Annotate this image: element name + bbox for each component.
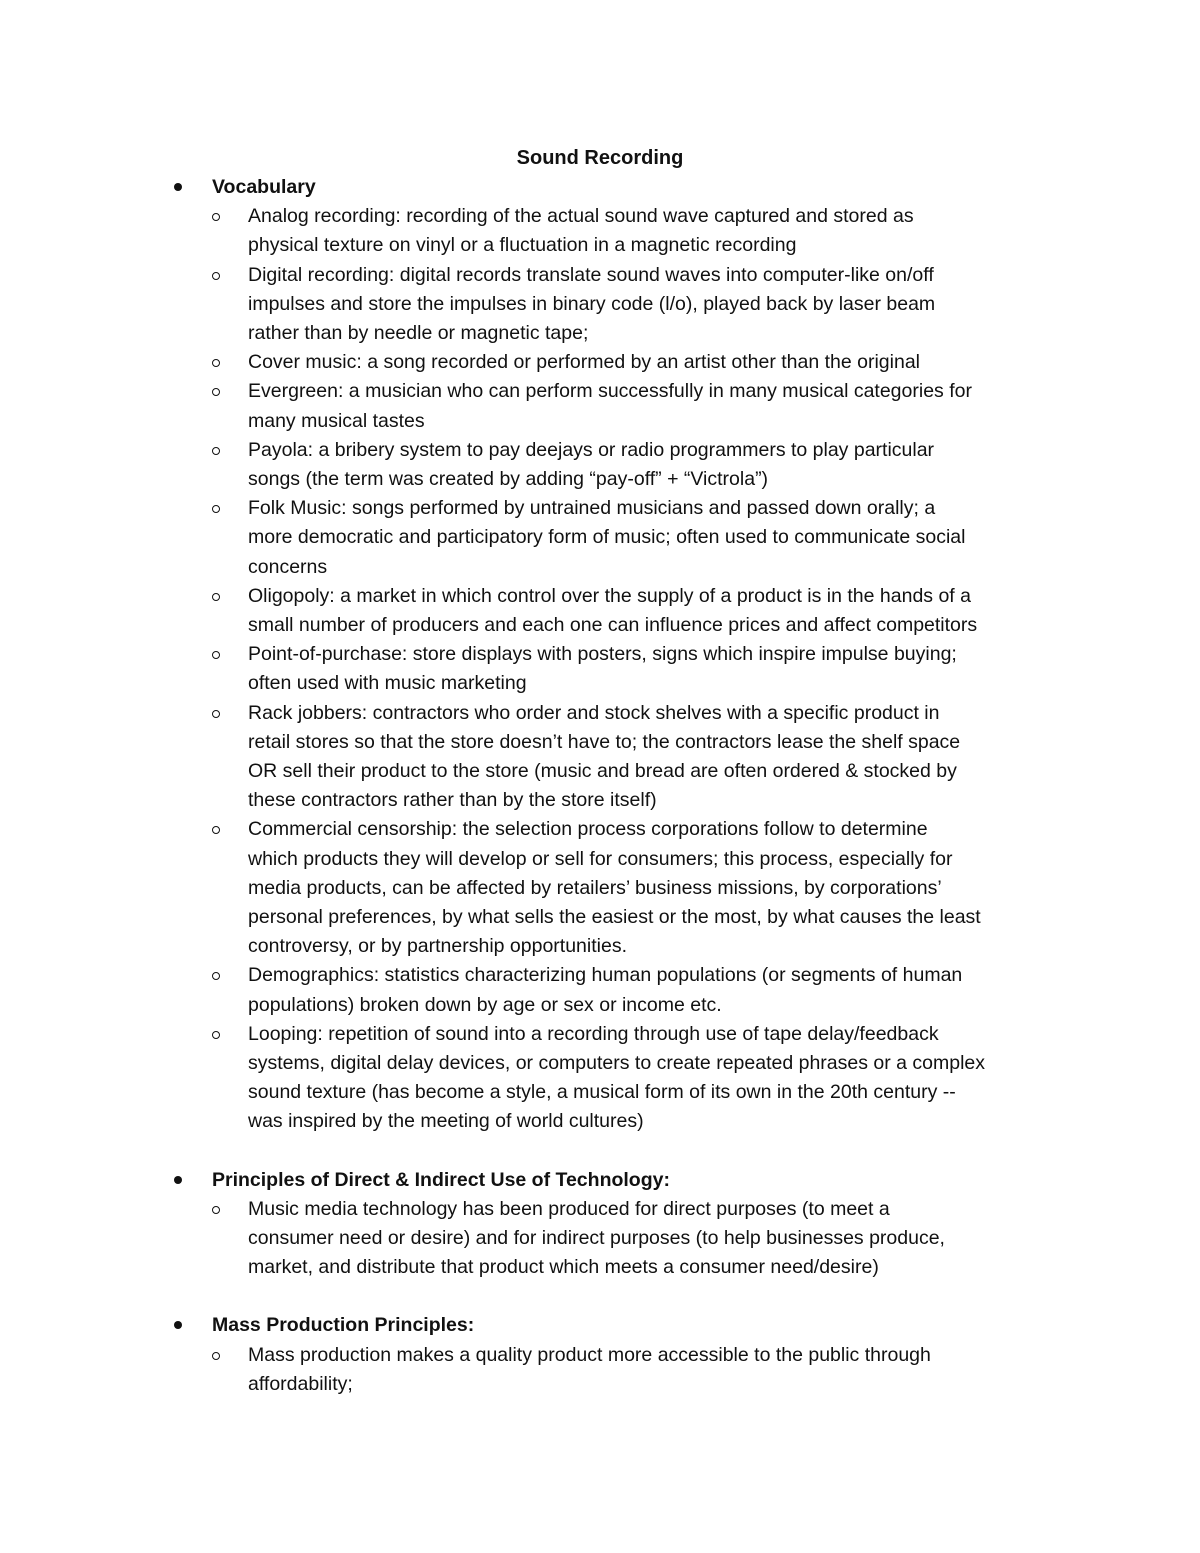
bullet-icon — [174, 183, 182, 191]
list-item-text: Looping: repetition of sound into a recording through use of tape delay/feedback systems, digital delay devices, or computers to create repeated phrases or a complex sound texture (has become a style, a musical form of its own in the 20th century -- was inspired by the meeting of world cultures) — [248, 1022, 986, 1133]
section-vocabulary — [170, 173, 1070, 1137]
section-heading-text: Principles of Direct & Indirect Use of Technology: — [212, 1168, 670, 1191]
list-item-text: Payola: a bribery system to pay deejays or radio programmers to play particular songs (the term was created by adding “pay-off” + “Victrola”) — [248, 438, 935, 491]
list-item-text: Mass production makes a quality product more accessible to the public through affordability; — [248, 1343, 931, 1395]
page-title: Sound Recording — [516, 147, 684, 169]
document-body — [170, 173, 1070, 1399]
section-heading-text: Vocabulary — [212, 176, 316, 198]
sub-bullet-icon — [212, 1206, 220, 1214]
list-item — [170, 1195, 1070, 1283]
list-item — [170, 348, 1070, 377]
sub-bullet-icon — [212, 388, 220, 396]
sub-bullet-icon — [212, 505, 220, 513]
list-item-text: Digital recording: digital records translate sound waves into computer-like on/off impulses and store the impulses in binary code (l/o), played back by laser beam rather than by needle or magnetic tape; — [248, 263, 936, 344]
list-item-text: Demographics: statistics characterizing human populations (or segments of human populations) broken down by age or sex or income etc. — [248, 964, 963, 1016]
list-item — [170, 1341, 1070, 1399]
sub-bullet-icon — [212, 447, 220, 455]
list-item-text: Music media technology has been produced for direct purposes (to meet a consumer need or desire) and for indirect purposes (to help businesses produce, market, and distribute that product which meets a consumer need/desire) — [248, 1197, 945, 1279]
section-heading-text: Mass Production Principles: — [212, 1314, 475, 1337]
technology-principles-list — [170, 1195, 1070, 1283]
mass-production-list — [170, 1341, 1070, 1399]
list-item-text: Oligopoly: a market in which control over the supply of a product is in the hands of a small number of producers and each one can influence prices and affect competitors — [248, 584, 978, 637]
sub-bullet-icon — [212, 593, 220, 601]
list-item — [170, 261, 1070, 349]
sub-bullet-icon — [212, 651, 220, 659]
sub-bullet-icon — [212, 826, 220, 834]
sub-bullet-icon — [212, 1352, 220, 1360]
section-heading — [170, 1311, 1070, 1340]
list-item-text: Folk Music: songs performed by untrained musicians and passed down orally; a more democratic and participatory form of music; often used to communicate social concerns — [248, 497, 966, 578]
sub-bullet-icon — [212, 710, 220, 718]
sub-bullet-icon — [212, 213, 220, 221]
list-item — [170, 494, 1070, 582]
list-item — [170, 815, 1070, 961]
list-item-text: Commercial censorship: the selection process corporations follow to determine which products they will develop or sell for consumers; this process, especially for media products, can be affected by retailers’ business missions, by corporations’ personal preferences, by what sells the easiest or the most, by what causes the least controversy, or by partnership opportunities. — [248, 818, 981, 958]
list-item — [170, 1020, 1070, 1137]
vocabulary-list — [170, 202, 1070, 1137]
list-item-text: Evergreen: a musician who can perform successfully in many musical categories for many musical tastes — [248, 380, 972, 432]
list-item — [170, 436, 1070, 494]
list-item — [170, 202, 1070, 260]
list-item-text: Rack jobbers: contractors who order and stock shelves with a specific product in retail stores so that the store doesn’t have to; the contractors lease the shelf space OR sell their product to the store (music and bread are often ordered & stocked by these contractors rather than by the store itself) — [248, 701, 961, 812]
sub-bullet-icon — [212, 1031, 220, 1039]
bullet-icon — [174, 1176, 182, 1184]
section-heading — [170, 1166, 1070, 1195]
list-item-text: Cover music: a song recorded or performed by an artist other than the original — [248, 351, 921, 374]
bullet-icon — [174, 1321, 182, 1329]
list-item — [170, 640, 1070, 698]
sub-bullet-icon — [212, 972, 220, 980]
list-item — [170, 699, 1070, 816]
sub-bullet-icon — [212, 359, 220, 367]
sub-bullet-icon — [212, 272, 220, 280]
section-technology-principles — [170, 1166, 1070, 1283]
list-item — [170, 377, 1070, 435]
list-item-text: Analog recording: recording of the actual sound wave captured and stored as physical texture on vinyl or a fluctuation in a magnetic recording — [248, 205, 914, 257]
list-item — [170, 582, 1070, 640]
list-item — [170, 961, 1070, 1019]
section-mass-production — [170, 1311, 1070, 1399]
list-item-text: Point-of-purchase: store displays with posters, signs which inspire impulse buying; often used with music marketing — [248, 643, 957, 695]
section-heading — [170, 173, 1070, 202]
